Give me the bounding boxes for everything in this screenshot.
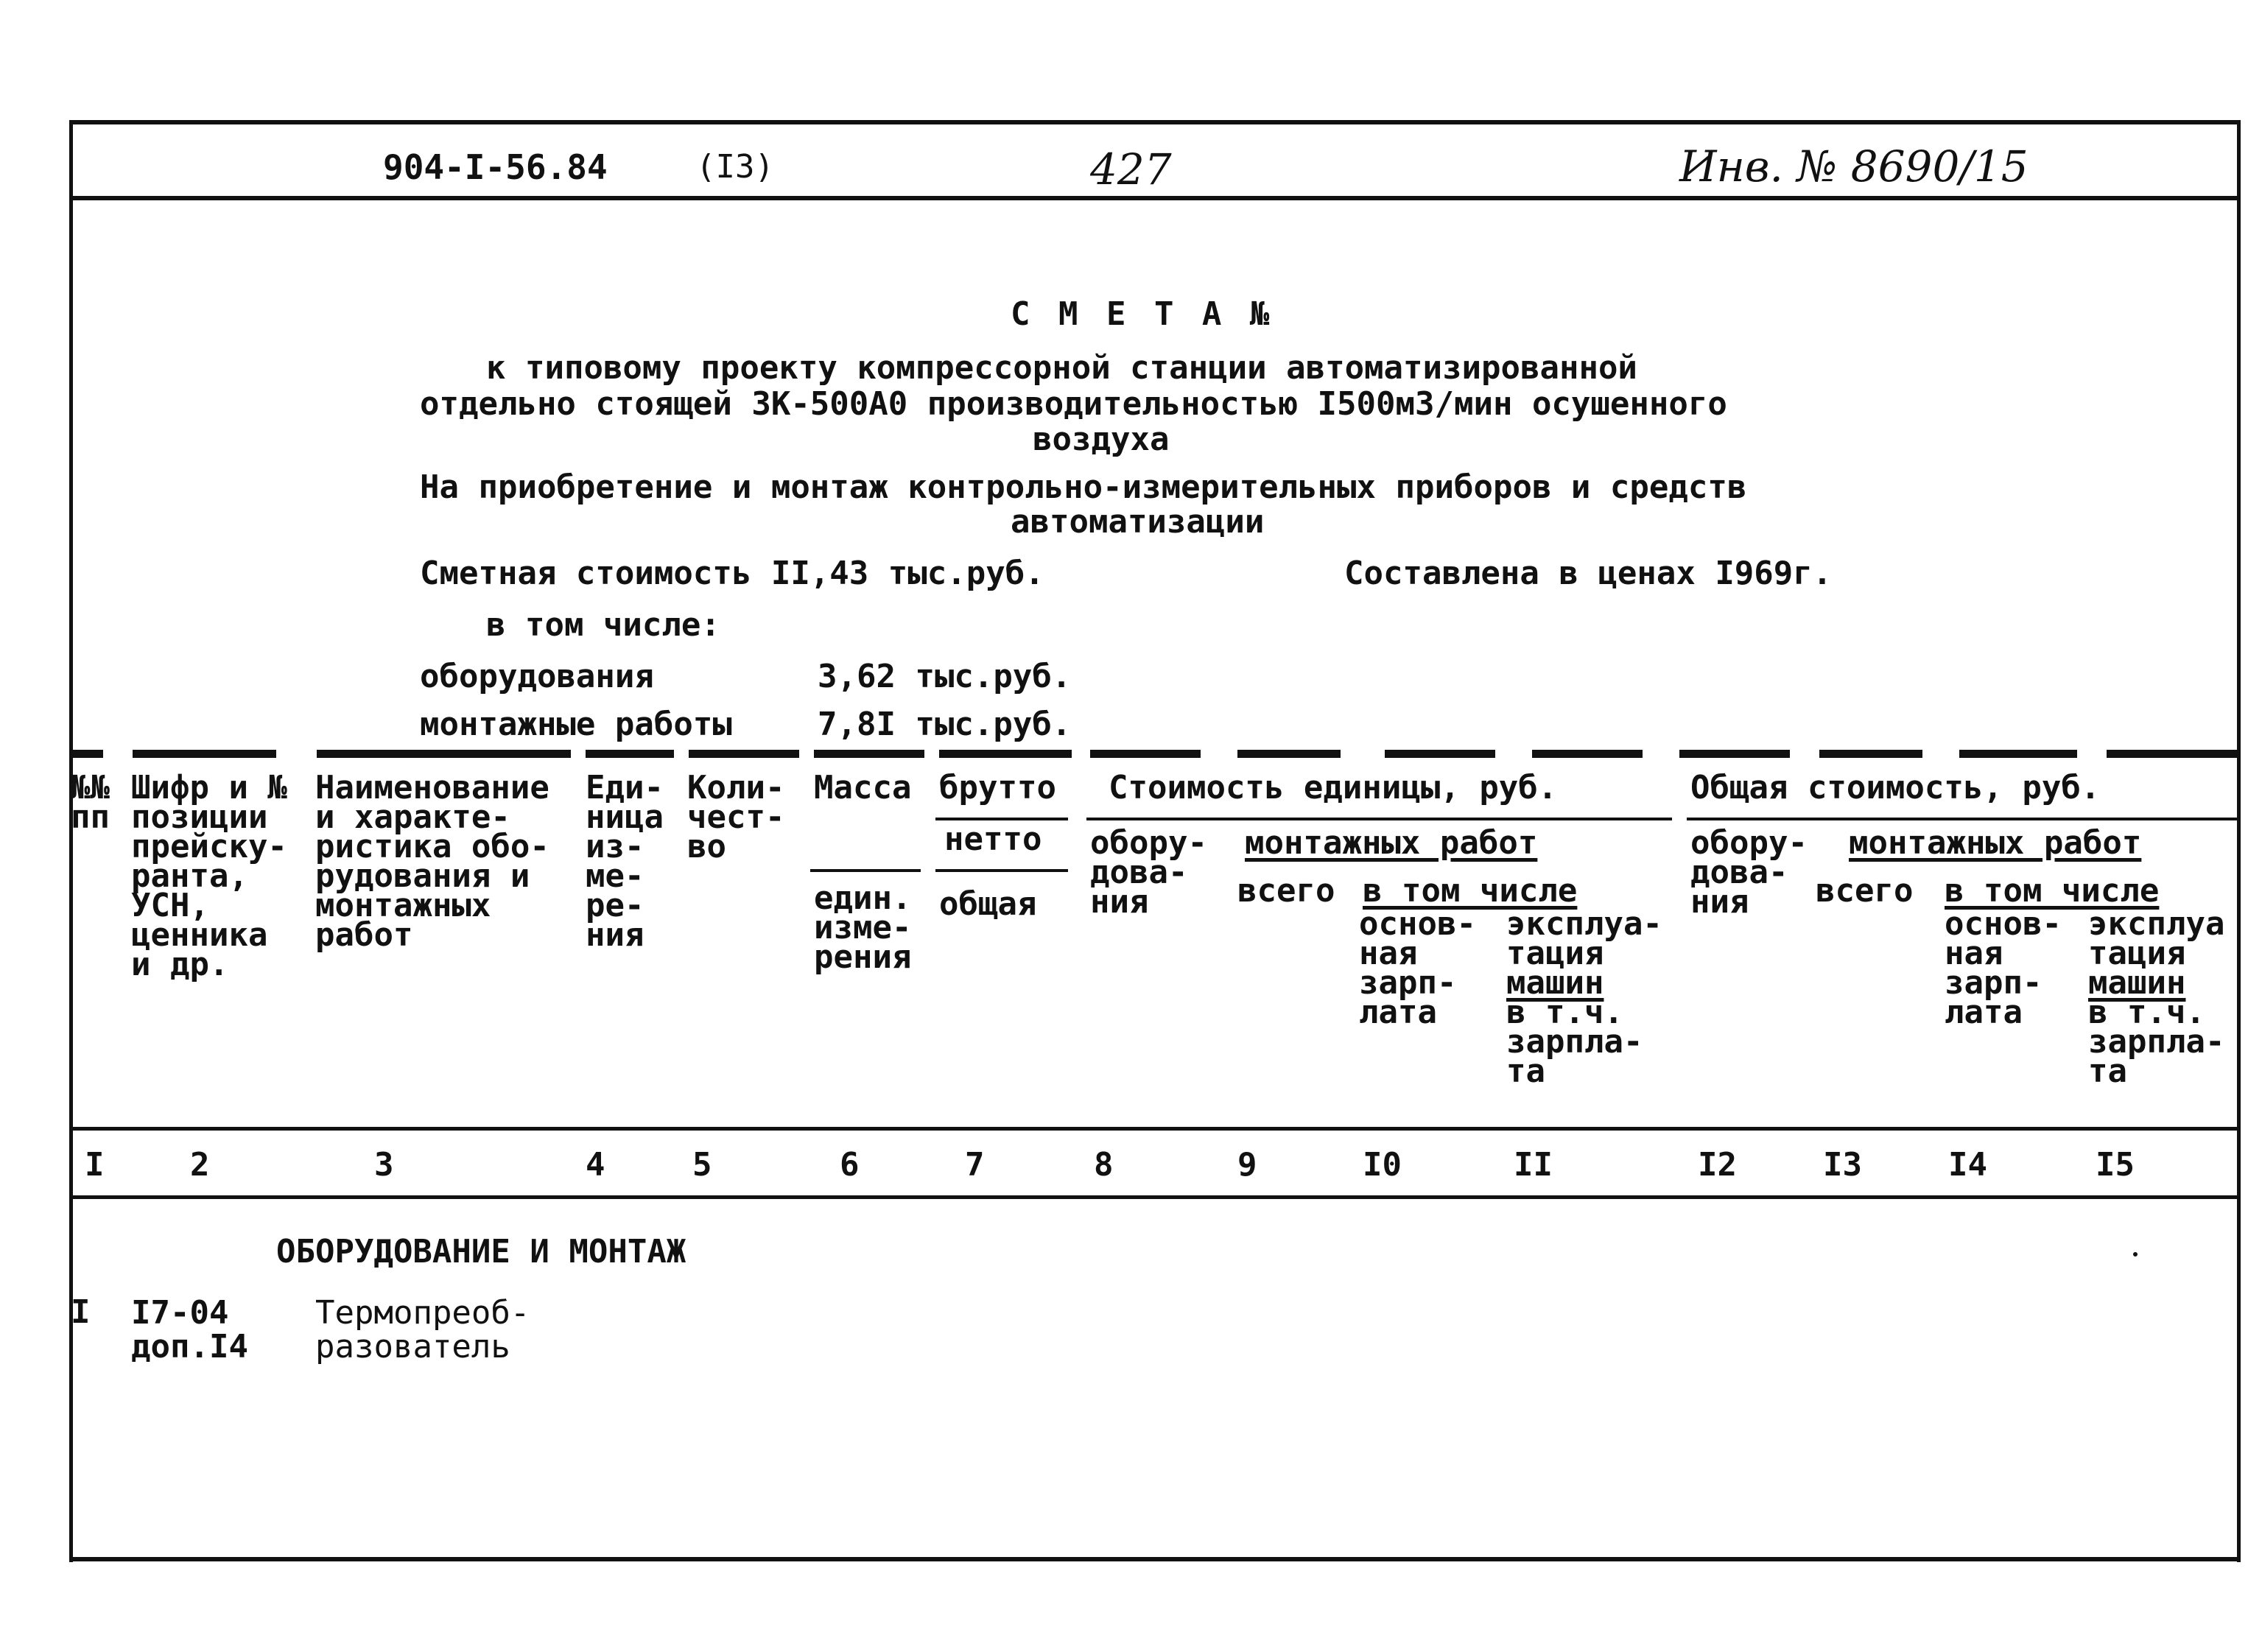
- colnum-7: 7: [965, 1146, 985, 1184]
- total-cost-divider: [1687, 818, 2238, 820]
- total-total: всего: [1816, 872, 1914, 910]
- colnum-4: 4: [586, 1146, 605, 1184]
- title-line-2: отдельно стоящей 3К-500А0 производительностью I500м3/мин осушенного: [420, 385, 1727, 423]
- colnum-10: I0: [1363, 1146, 1402, 1184]
- unit-equipment: обору- дова- ния: [1090, 824, 1207, 921]
- price-base: Составлена в ценах I969г.: [1344, 555, 1833, 592]
- total-installation: монтажных работ: [1849, 824, 2142, 862]
- equipment-value: 3,62 тыс.руб.: [818, 658, 1072, 695]
- row-number: I: [71, 1293, 91, 1331]
- unit-cost-title: Стоимость единицы, руб.: [1109, 769, 1558, 806]
- header-col-2: Шифр и № позиции прейску- ранта, УСН, ценника и др.: [131, 769, 287, 983]
- subject-line-1: На приобретение и монтаж контрольно-измерительных приборов и средств: [420, 468, 1747, 506]
- colnum-3: 3: [374, 1146, 394, 1184]
- colnum-2: 2: [190, 1146, 210, 1184]
- header-col-5: Коли- чест- во: [687, 769, 785, 865]
- estimate-heading: С М Е Т А №: [1011, 295, 1274, 333]
- stray-dot: [2133, 1252, 2138, 1256]
- installation-label: монтажные работы: [420, 706, 732, 743]
- colnum-13: I3: [1823, 1146, 1862, 1184]
- unit-machines: эксплуа- тация машин в т.ч. зарпла- та: [1506, 905, 1662, 1090]
- total-machines: эксплуа тация машин в т.ч. зарпла- та: [2088, 905, 2225, 1090]
- section-title: ОБОРУДОВАНИЕ И МОНТАЖ: [276, 1233, 686, 1270]
- colnum-1: I: [85, 1146, 105, 1184]
- header-col-3: Наименование и характе- ристика обо- рудования и монтажных работ: [315, 769, 549, 954]
- colnum-8: 8: [1094, 1146, 1114, 1184]
- row-code: I7-04 доп.I4: [131, 1294, 248, 1365]
- total-including: в том числе: [1945, 872, 2160, 910]
- header-col-6-top: Масса: [814, 769, 912, 806]
- row-name: Термопреоб- разователь: [315, 1294, 530, 1365]
- total-wages: основ- ная зарп- лата: [1945, 905, 2062, 1031]
- frame-left: [69, 120, 73, 1562]
- including-label: в том числе:: [486, 606, 720, 644]
- frame-top: [71, 120, 2241, 124]
- unit-wages: основ- ная зарп- лата: [1359, 905, 1476, 1031]
- unit-total: всего: [1237, 872, 1335, 910]
- colnum-5: 5: [692, 1146, 712, 1184]
- colnum-11: II: [1514, 1146, 1553, 1184]
- header-col-7-bottom: общая: [939, 885, 1037, 923]
- installation-value: 7,8I тыс.руб.: [818, 706, 1072, 743]
- header-col-1: №№ пп: [71, 769, 110, 836]
- page-number: 427: [1090, 144, 1172, 194]
- colnum-12: I2: [1698, 1146, 1737, 1184]
- header-col-7-netto: нетто: [944, 820, 1042, 858]
- mass-divider: [810, 869, 921, 872]
- colnum-14: I4: [1948, 1146, 1987, 1184]
- total-cost-title: Общая стоимость, руб.: [1690, 769, 2101, 806]
- header-divider: [71, 196, 2241, 200]
- subject-line-2: автоматизации: [1011, 503, 1265, 541]
- colnum-9: 9: [1237, 1146, 1257, 1184]
- equipment-label: оборудования: [420, 658, 654, 695]
- netto-divider: [935, 869, 1068, 872]
- unit-including: в том числе: [1363, 872, 1578, 910]
- header-col-4: Еди- ница из- ме- ре- ния: [586, 769, 664, 954]
- column-numbers-top-rule: [71, 1127, 2241, 1131]
- frame-right: [2237, 120, 2241, 1562]
- colnum-15: I5: [2096, 1146, 2135, 1184]
- unit-cost-divider: [1086, 818, 1672, 820]
- unit-installation: монтажных работ: [1245, 824, 1538, 862]
- colnum-6: 6: [840, 1146, 860, 1184]
- header-col-7-brutto: брутто: [939, 769, 1056, 806]
- estimated-cost: Сметная стоимость II,43 тыс.руб.: [420, 555, 1044, 592]
- album-number: (I3): [696, 148, 774, 186]
- header-col-6-bottom: един. изме- рения: [814, 879, 912, 976]
- title-line-1: к типовому проекту компрессорной станции автоматизированной: [486, 349, 1637, 387]
- column-numbers-bottom-rule: [71, 1195, 2241, 1199]
- frame-bottom: [71, 1557, 2241, 1561]
- total-equipment: обору- дова- ния: [1690, 824, 1808, 921]
- inventory-number: Инв. № 8690/15: [1679, 141, 2029, 191]
- title-line-3: воздуха: [1033, 421, 1170, 458]
- document-code: 904-I-56.84: [383, 147, 608, 187]
